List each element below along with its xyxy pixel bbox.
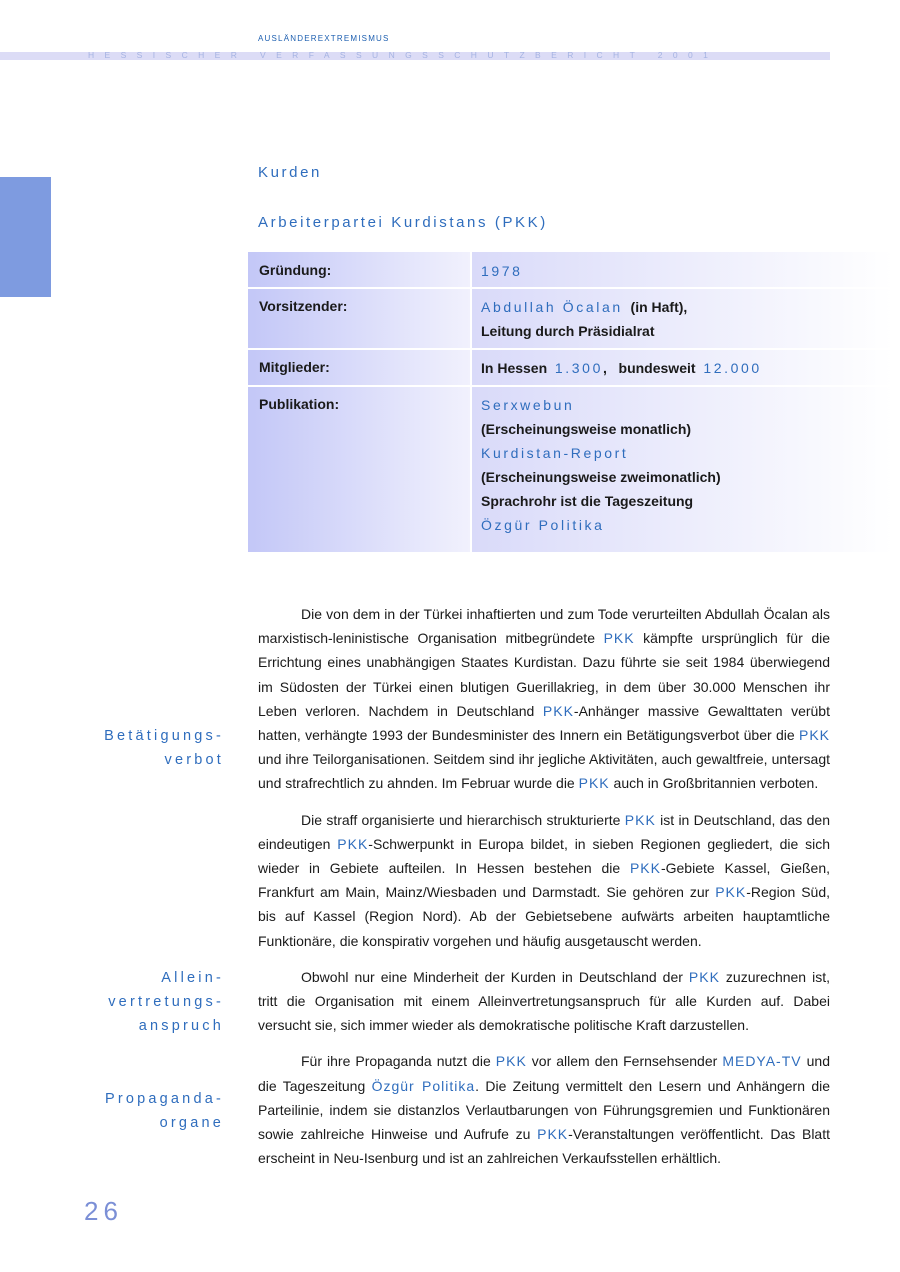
chair-value	[481, 295, 687, 343]
paragraph: Die straff organisierte und hierarchisch strukturierte PKK ist in Deutschland, das den eindeutigen PKK-Schwerpunkt in Europa bildet, in sieben Regionen gegliedert, die sich wieder in Gebiete aufteilen. In Hessen bestehen die PKK-Gebiete Kassel, Gießen, Frankfurt am Main, Mainz/Wiesbaden und Darmstadt. Sie gehören zur PKK-Region Süd, bis auf Kassel (Region Nord). Ab der Gebietsebene aufwärts arbeiten hauptamtliche Funktionäre, die konspirativ vorgehen und häufig ausgetauscht werden.	[258, 811, 831, 949]
publication-label: Publikation:	[259, 396, 340, 412]
members-federal: 12.000	[703, 360, 762, 376]
margin-note-claim: Allein- vertretungs- anspruch	[108, 970, 224, 1034]
founding-label: Gründung:	[259, 262, 332, 278]
chair-label: Vorsitzender:	[259, 298, 348, 314]
members-label: Mitglieder:	[259, 359, 330, 375]
chapter-tab	[0, 177, 51, 297]
section-title: AUSLÄNDEREXTREMISMUS	[258, 34, 390, 43]
paragraph: Obwohl nur eine Minderheit der Kurden in Deutschland der PKK zuzurechnen ist, tritt die Organisation mit einem Alleinvertretungsanspruch für alle Kurden auf. Dabei versucht sie, sich immer wieder als demokratische politische Kraft darzustellen.	[258, 968, 830, 1034]
page-number: 26	[84, 1196, 123, 1226]
chair-note: (in Haft),	[630, 299, 688, 315]
paragraph: Die von dem in der Türkei inhaftierten und zum Tode verurteilten Abdullah Öcalan als marxistisch-leninistische Organisation mitbegründete PKK kämpfte ursprünglich für die Errichtung eines unabhängigen Staates Kurdistan. Dazu führte sie seit 1984 überwiegend im Südosten der Türkei einen blutigen Guerillakrieg, in dem über 30.000 Menschen ihr Leben verloren. Nachdem in Deutschland PKK-Anhänger massive Gewalttaten verübt hatten, verhängte 1993 der Bundesminister des Innern ein Betätigungsverbot über die PKK und ihre Teilorganisationen. Seitdem sind ihr jegliche Aktivitäten, auch gewaltfreie, untersagt und strafrechtlich zu ahnden. Im Februar wurde die PKK auch in Großbritannien verboten.	[258, 606, 831, 792]
members-value: In Hessen 1.300, bundesweit 12.000	[481, 360, 762, 376]
publication-2: Kurdistan-Report	[481, 445, 629, 461]
chair-name: Abdullah Öcalan	[481, 299, 623, 315]
publication-1: Serxwebun	[481, 397, 575, 413]
group-heading: Kurden	[258, 164, 322, 181]
report-title: HESSISCHER VERFASSUNGSSCHUTZBERICHT 2001	[88, 50, 719, 60]
margin-note-ban: Betätigungs- verbot	[104, 728, 224, 768]
chair-line2: Leitung durch Präsidialrat	[481, 323, 655, 339]
fact-box	[248, 252, 893, 552]
publication-3: Özgür Politika	[481, 517, 605, 533]
organization-heading: Arbeiterpartei Kurdistans (PKK)	[258, 214, 548, 231]
members-hessen: 1.300	[554, 360, 603, 376]
body-text	[258, 602, 830, 1182]
margin-note-propaganda: Propaganda- organe	[104, 1091, 224, 1131]
founding-value: 1978	[481, 263, 523, 279]
publication-value: Serxwebun (Erscheinungsweise monatlich) Kurdistan-Report (Erscheinungsweise zweimonatlich) Sprachrohr ist die Tageszeitung Özgür Politika	[481, 397, 721, 533]
paragraph: Für ihre Propaganda nutzt die PKK vor allem den Fernsehsender MEDYA-TV und die Tageszeitung Özgür Politika. Die Zeitung vermittelt den Lesern und Anhängern die Parteilinie, indem sie distanzlos Verlautbarungen von Führungsgremien und Funktionären sowie zahlreiche Hinweise und Aufrufe zu PKK-Veranstaltungen veröffentlicht. Das Blatt erscheint in Neu-Isenburg und ist an zahlreichen Verkaufsstellen erhältlich.	[258, 1053, 831, 1167]
